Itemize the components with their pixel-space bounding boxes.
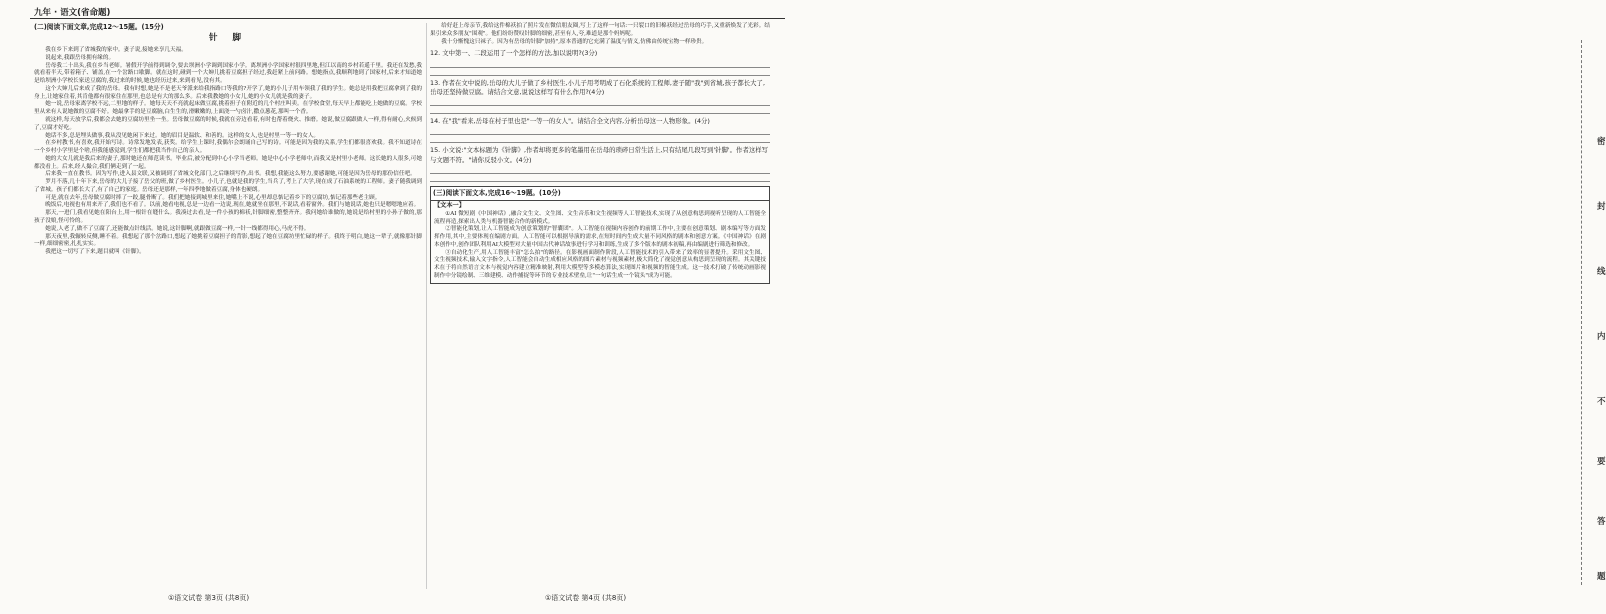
seal-char: 题 [1597, 572, 1606, 582]
story-paragraph: 给好赶上母亲节,我给这件棉袄拍了照片发在微信朋友圈,写上了这样一句话:一只裂口的旧棉袄经过岳母的巧手,又重新焕发了光彩。结果引来众多朋友"围观"。他们纷纷赞叹针脚的细密,甚至有人,夸,难道是那个妈妈呢。 [430, 23, 770, 37]
story-paragraph: 我把这一切写了下来,题目就叫《针脚》。 [45, 249, 145, 256]
story-paragraph: 我十分惭愧这只袜子。因为有岳母的针脚"加持",原本普通的它充满了温度与情义,仿佛由传统宝物一样珍贵。 [441, 38, 708, 45]
answer-line[interactable] [430, 173, 770, 174]
story-paragraph: 岳母我二十出头,我在乡当老师。暑假开学前得到调令,要去坝洲小学调到国家小学。离坝洲小学国家村很四里地,但江以南的乡村若遥千里。我还在发愁,我就看着半天,带着箱子、铺盖,在一个岔路口歇脚。就在这时,碰到一个大婶儿挑着豆腐担子经过,我赶紧上前问路。想她指点,我顺利地到了国家村,后来才知道她是给坝洲小学校长家送豆腐的,我过来的时候,她也经历过来,来到看见,没有其。 [34, 62, 422, 85]
text-1-body [434, 211, 766, 281]
story-paragraph: 罗月不落,几十年下来,岳母的大儿子接了岳父的班,做了乡村医生。小儿子,也就是我的学生,当兵了,考上了大学,现在成了石油系统的工程师。妻子随我调到了省城。孩子们都长大了,有了自己的家庭。岳母还是那样,一年四季地做着豆腐,身体也硬朗。 [34, 179, 422, 193]
left-column [34, 23, 422, 257]
question-list [430, 49, 770, 182]
question-14: 14. 在"我"看来,岳母在村子里也是"一等一的女人"。请结合全文内容,分析岳母这一人物形象。(4分) [430, 117, 710, 126]
seal-char: 线 [1597, 267, 1606, 277]
text-1-label: 【文本一】 [434, 202, 465, 210]
column-divider [426, 23, 427, 589]
page-footer-left: ①语文试卷 第3页 (共8页) [168, 594, 250, 602]
page-footer-right: ①语文试卷 第4页 (共8页) [545, 594, 627, 602]
text-1-paragraph: ②智能化策划,让人工智能成为创意策划的"智囊团"。人工智能在视频内容创作的前期工作中,主要在创意策划、剧本编写等方面发挥作用,其中,主要体现在编剧方面。人工智能可以根据导演的需求,在短时间内生成大量不同风格的剧本和创意方案。《中国神话》在剧本创作中,创作团队利用AI大模型对大量中国古代神话故事进行学习和训练,生成了多个版本的剧本初稿,再由编剧进行筛选和修改。 [434, 226, 766, 248]
text-1-paragraph: ③自动化生产,用人工智能丰富"怎么拍"的路径。在影视画面制作阶段,人工智能技术的引入带来了效率的显著提升。采用文生图、文生视频技术,输入文字指令,人工智能会自动生成相应风格的图片素材与视频素材,极大简化了视觉创意从构思到呈现的流程。其关键技术在于将自然语言文本与视觉内容建立精准映射,利用大模型等多模态算法,实现图片和视频的智能生成。这一技术打破了传统动画影视制作中分镜绘制、三维建模、动作捕捉等环节的专业技术壁垒,让"一句话生成一个镜头"成为可能。 [434, 249, 766, 279]
text-1-paragraph: ①AI 微短剧《中国神话》,融合文生文、文生图、文生音乐和文生视频等人工智能技术,实现了从创意构思到视听呈现的人工智能全流程再造,探索出人类与机器智能合作的新模式。 [434, 210, 766, 225]
answer-line[interactable] [430, 67, 770, 68]
story-body [34, 47, 422, 257]
seal-margin [780, 0, 1606, 614]
seal-char: 要 [1597, 457, 1606, 467]
seal-char: 封 [1597, 202, 1606, 212]
answer-line[interactable] [430, 75, 770, 76]
story-paragraph: 那天,一进门,我看见她在阳台上,用一根针在缝什么。我凑过去看,是一件小孩的棉袄,针脚细密,整整齐齐。我问她给谁做的,她说是给村里的小孙子做的,那孩子没娘,怪可怜的。 [34, 210, 422, 224]
exam-title: 九年 · 语文(省命题) [34, 8, 111, 18]
story-paragraph: 说起来,我跟岳母拥有缘的。 [45, 54, 115, 61]
seal-char: 答 [1597, 517, 1606, 527]
answer-line[interactable] [430, 105, 770, 106]
story-title: 针 脚 [209, 33, 247, 44]
story-paragraph: 她话不多,总是埋头做事,我从没见她闲下来过。她的眉目是温软、和善的。这样的女人,也是村里一等一的女人。 [45, 132, 320, 139]
right-column [430, 23, 770, 284]
story-paragraph: 我在乡下来到了省城我的家中。妻子说,接她来享几天福。 [45, 47, 187, 54]
header-rule [30, 18, 785, 19]
story-paragraph: 这个大婶儿后来成了我的岳母。我有时想,她是不是老天爷派来给我指路口等我的?开学了,她的小儿子用车领我了我的学生。她总是用我把豆腐拿到了我的身上,让她家住着,其肯他都有很家住在那里,也总是有大的那么多。后来我教她的小女儿,她的小女儿就是我的妻子。 [34, 85, 422, 100]
story-paragraph: 可是,就在去年,岳母做豆腐时摔了一跤,腿骨断了。我们把她接到城里来住,她嘴上不说,心里却总惦记着乡下的豆腐坊,惦记着那些老主顾。 [45, 194, 381, 201]
seal-char: 内 [1597, 332, 1606, 342]
seal-char: 不 [1597, 397, 1606, 407]
story-paragraph: 她说,人老了,做不了豆腐了,还能做点针线活。她说,这针脚啊,就跟做豆腐一样,一针一线都得用心,马虎不得。 [45, 225, 310, 232]
story-continuation [430, 23, 770, 46]
question-15: 15. 小文说:"文本标题为《针脚》,作者却将更多的笔墨用在岳母的琐碎日常生活上,只有结尾几段写到'针脚'。作者这样写与文题不符。"请你反驳小文。(4分) [430, 146, 769, 164]
section-3-title: (三)阅读下面文本,完成16～19题。(10分) [430, 186, 770, 200]
text-1-box [430, 200, 770, 284]
story-paragraph: 后来我一直在教书。因为写作,进入县文联,又被调到了省城文化部门,之后继续写作,出书。我想,我能这么努力,要感谢她,可能是因为岳母的那份信任吧。 [45, 171, 416, 178]
answer-line[interactable] [430, 134, 770, 135]
story-paragraph: 在乡村教书,有喜欢,我开始写诗。诗常发地发表,获奖。给学生上课时,我偶尔会朗诵自己写的诗。可能是因为我的关系,学生们都很喜欢我。我不知道诗在一个乡村小学里是个啥,但我能感觉到,学生们都把我当作自己的亲人。 [34, 140, 422, 155]
answer-line[interactable] [430, 181, 770, 182]
story-paragraph: 就这样,每天放学后,我都会去她的豆腐坊里坐一坐。岳母做豆腐的时候,我就在旁边看着,有时也帮着烧火、推磨。她说,做豆腐跟做人一样,得有耐心,火候到了,豆腐才好吃。 [34, 117, 422, 131]
answer-line[interactable] [430, 113, 770, 114]
story-paragraph: 她一说,岳母家离学校不远,二里地的样子。她每天天不亮就起床做豆腐,挑着担子在附近的几个村庄叫卖。在学校食堂,每天早上都能吃上她做的豆腐。学校里从来有人说她做的豆腐不好。她最拿手的是豆腐脑,白生生的,滑嫩嫩的,上面浇一勺卤汁,撒点葱花,那叫一个香。 [34, 101, 422, 116]
story-paragraph: 她的大女儿就是我后来的妻子,那时她还在师范读书。毕业后,被分配到中心小学当老师。她是中心小学老师中,而我又是村里小老师。这长她的人很多,可她都没看上。后来,经人撮合,我们俩走到了一起。 [34, 155, 422, 170]
story-paragraph: 晚饭后,电视也有用来开了,我们也不看了。以前,她看电视,总是一边看一边说,现在,她就坐在那里,不说话,看着窗外。我们与她说话,她也只是嗯嗯地应着。 [45, 202, 420, 209]
story-paragraph: 那天夜里,我辗转反侧,睡不着。我想起了那个岔路口,想起了她挑着豆腐担子的背影,想起了她在豆腐坊里忙碌的样子。我终于明白,她这一辈子,就像那针脚一样,细细密密,扎扎实实。 [34, 233, 422, 248]
answer-line[interactable] [430, 142, 770, 143]
question-12: 12. 文中第一、二段运用了一个怎样的方法,加以说明?(3分) [430, 49, 598, 58]
seal-dashed-line [1581, 40, 1582, 585]
question-13: 13. 作者在文中说的,岳母的大儿子做了乡村医生,小儿子用考明成了石化系统的工程师,妻子随"我"到省城,孩子都长大了,岳母还坚持做豆腐。请结合文意,说说这样写有什么作用?(4分) [430, 78, 765, 96]
seal-char: 密 [1597, 137, 1606, 147]
section-2-title: (二)阅读下面文章,完成12～15题。(15分) [34, 23, 164, 31]
